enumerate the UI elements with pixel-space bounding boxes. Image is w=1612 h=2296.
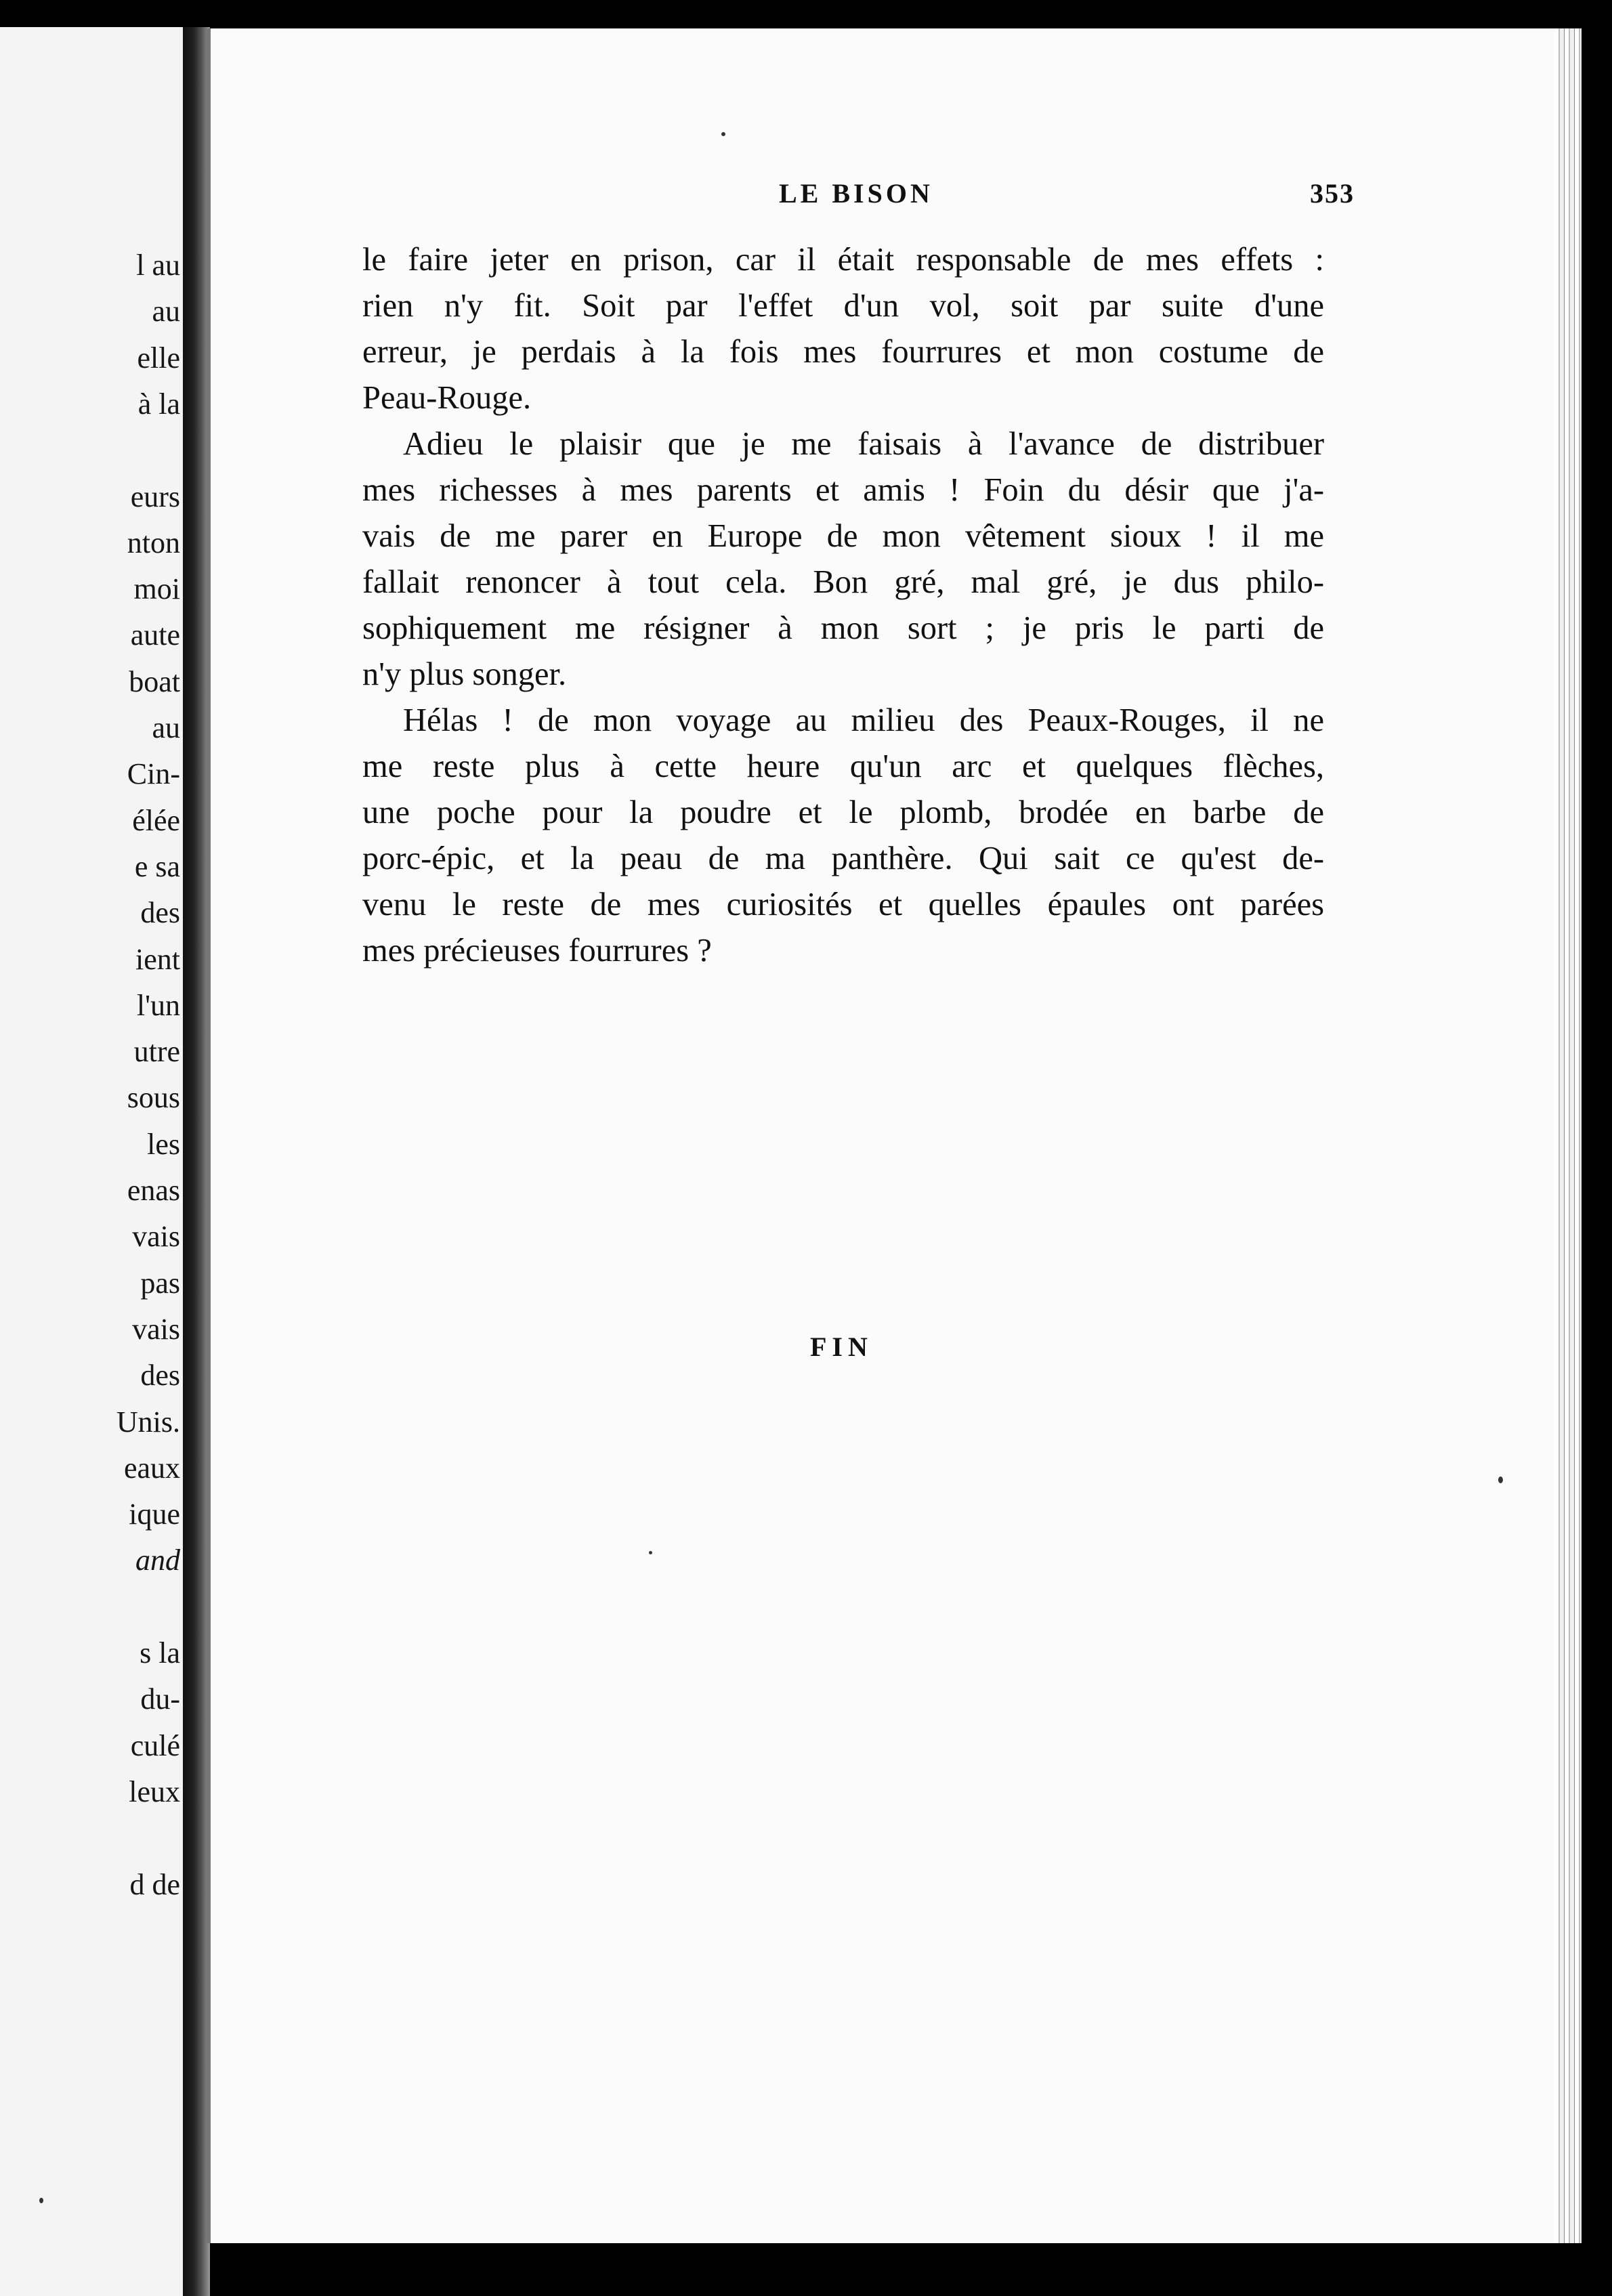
left-page-line: moi bbox=[133, 572, 180, 606]
left-page-line: au bbox=[152, 711, 180, 744]
left-page-line: aute bbox=[130, 618, 180, 652]
left-page-line: Cin- bbox=[127, 757, 180, 791]
left-page-line: enas bbox=[127, 1174, 180, 1207]
left-page-line: boat bbox=[129, 664, 180, 698]
page-header bbox=[359, 177, 1355, 211]
text-line: mes richesses à mes parents et amis ! Foin du désir que j'a- bbox=[362, 472, 1324, 508]
left-page-line: utre bbox=[133, 1035, 180, 1069]
text-line: sophiquement me résigner à mon sort ; je pris le parti de bbox=[362, 610, 1324, 646]
left-page-line: sous bbox=[127, 1081, 180, 1115]
text-line: mes précieuses fourrures ? bbox=[362, 933, 712, 969]
text-line: Adieu le plaisir que je me faisais à l'avance de distribuer bbox=[403, 426, 1324, 462]
text-line: me reste plus à cette heure qu'un arc et quelques flèches, bbox=[362, 748, 1324, 784]
text-line: fallait renoncer à tout cela. Bon gré, mal gré, je dus philo- bbox=[362, 564, 1324, 600]
text-line: une poche pour la poudre et le plomb, brodée en barbe de bbox=[362, 794, 1324, 830]
left-page-line: e sa bbox=[134, 849, 180, 883]
left-page-line: leux bbox=[129, 1774, 180, 1808]
text-line: le faire jeter en prison, car il était responsable de mes effets : bbox=[362, 242, 1324, 278]
left-page-line: s la bbox=[140, 1636, 180, 1670]
left-page-line: and bbox=[135, 1544, 180, 1577]
left-page-line: pas bbox=[140, 1266, 180, 1300]
left-page-line: à la bbox=[137, 387, 180, 421]
left-page-line: des bbox=[140, 896, 180, 930]
left-page-line: nton bbox=[127, 526, 180, 559]
book-gutter bbox=[183, 27, 210, 2296]
end-mark: FIN bbox=[810, 1332, 873, 1362]
print-speck bbox=[649, 1551, 652, 1554]
left-page-line: du- bbox=[140, 1682, 180, 1716]
print-speck bbox=[39, 2198, 43, 2203]
text-line: Peau-Rouge. bbox=[362, 380, 532, 416]
text-line: n'y plus songer. bbox=[362, 656, 567, 692]
text-line: vais de me parer en Europe de mon vêtement sioux ! il me bbox=[362, 518, 1324, 554]
left-page-line: l'un bbox=[136, 988, 180, 1022]
text-line: rien n'y fit. Soit par l'effet d'un vol, soit par suite d'une bbox=[362, 288, 1324, 324]
left-page-line: culé bbox=[130, 1728, 180, 1762]
left-page-fragment bbox=[0, 27, 183, 2296]
left-page-line: vais bbox=[132, 1220, 180, 1254]
text-line: porc-épic, et la peau de ma panthère. Qui sait ce qu'est de- bbox=[362, 841, 1324, 876]
body-text bbox=[362, 237, 1324, 974]
paragraph bbox=[362, 237, 1324, 421]
running-head: LE BISON bbox=[779, 178, 933, 209]
left-page-line: ient bbox=[135, 942, 180, 976]
print-speck bbox=[721, 132, 725, 136]
left-page-line: au bbox=[152, 295, 180, 328]
left-page-line: des bbox=[140, 1359, 180, 1393]
text-line: venu le reste de mes curiosités et quelles épaules ont parées bbox=[362, 887, 1324, 922]
paragraph bbox=[362, 698, 1324, 974]
left-page-line: l au bbox=[136, 249, 180, 282]
text-line: Hélas ! de mon voyage au milieu des Peaux-Rouges, il ne bbox=[403, 702, 1324, 738]
left-page-line: vais bbox=[132, 1312, 180, 1346]
left-page-line: ique bbox=[129, 1497, 180, 1531]
left-page-line: d de bbox=[129, 1867, 180, 1901]
text-line: erreur, je perdais à la fois mes fourrures et mon costume de bbox=[362, 334, 1324, 370]
left-page-line: eurs bbox=[130, 480, 180, 513]
left-page-line: eaux bbox=[123, 1451, 180, 1485]
print-speck bbox=[1498, 1476, 1503, 1483]
left-page-line: Unis. bbox=[116, 1405, 180, 1439]
paragraph bbox=[362, 421, 1324, 698]
left-page-line: les bbox=[147, 1127, 180, 1161]
page-edge bbox=[1554, 28, 1582, 2243]
left-page-line: elle bbox=[137, 341, 180, 375]
left-page-line: élée bbox=[132, 803, 180, 837]
page-number: 353 bbox=[1310, 178, 1355, 209]
